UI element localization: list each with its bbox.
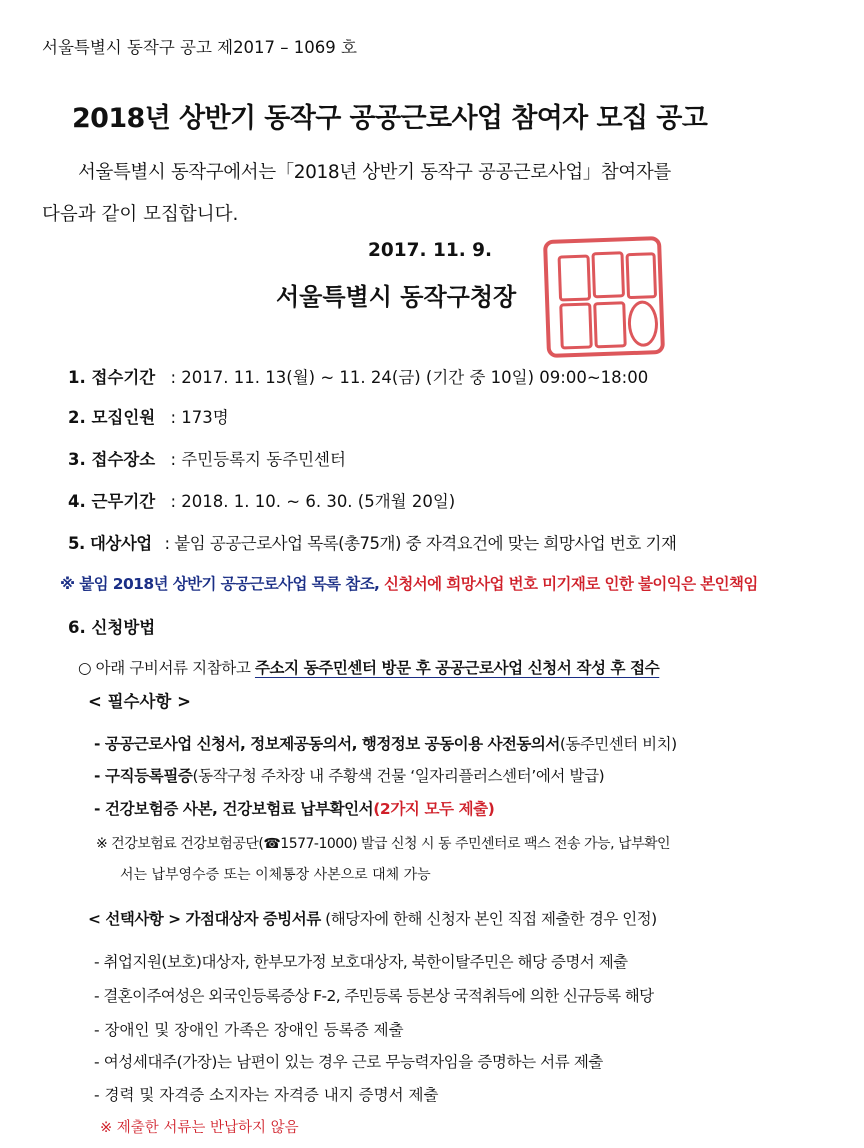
intro-line-1: 서울특별시 동작구에서는「2018년 상반기 동작구 공공근로사업」참여자를 (78, 162, 671, 183)
intro-line-2: 다음과 같이 모집합니다. (42, 204, 239, 225)
item-label: 4. 근무기간 (68, 492, 156, 511)
application-lead (78, 656, 659, 678)
notice-reference: ※ 붙임 2018년 상반기 공공근로사업 목록 참조, (60, 575, 380, 593)
optional-note: (해당자에 한해 신청자 본인 직접 제출한 경우 인정) (325, 910, 657, 928)
required-item-3 (94, 797, 494, 819)
item-label: 3. 접수장소 (68, 450, 156, 469)
notice-warning: 신청서에 희망사업 번호 미기재로 인한 불이익은 본인책임 (384, 575, 758, 593)
required-item-1 (94, 732, 677, 754)
page-title: 2018년 상반기 동작구 공공근로사업 참여자 모집 공고 (72, 103, 708, 134)
item-reception-place (68, 446, 346, 470)
final-note: ※ 제출한 서류는 반납하지 않음 (100, 1120, 299, 1136)
optional-item: - 장애인 및 장애인 가족은 장애인 등록증 제출 (94, 1021, 404, 1039)
official-seal (543, 236, 665, 358)
required-heading: < 필수사항 > (88, 692, 191, 711)
required-note-line-2: 서는 납부영수증 또는 이체통장 사본으로 대체 가능 (120, 867, 431, 883)
document-number: 서울특별시 동작구 공고 제2017 – 1069 호 (42, 38, 357, 57)
item-label: 1. 접수기간 (68, 368, 156, 387)
item-reception-period (68, 364, 648, 388)
item-label: 2. 모집인원 (68, 408, 156, 427)
item-value: : 주민등록지 동주민센터 (170, 450, 346, 469)
item-value: : 173명 (170, 408, 229, 427)
optional-item: - 경력 및 자격증 소지자는 자격증 내지 증명서 제출 (94, 1086, 439, 1104)
announcement-date: 2017. 11. 9. (368, 240, 493, 261)
optional-heading-line (88, 907, 657, 929)
item-value: : 붙임 공공근로사업 목록(총75개) 중 자격요건에 맞는 희망사업 번호 기재 (164, 534, 677, 553)
optional-item: - 여성세대주(가장)는 남편이 있는 경우 근로 무능력자임을 증명하는 서류 제출 (94, 1053, 603, 1071)
req-item-note: (동주민센터 비치) (559, 735, 677, 753)
item-target-project (68, 530, 676, 554)
req-item-bold: - 건강보험증 사본, 건강보험료 납부확인서 (94, 800, 374, 818)
item-value: : 2018. 1. 10. ~ 6. 30. (5개월 20일) (170, 492, 456, 511)
item-recruit-count (68, 404, 229, 428)
required-note-line-1: ※ 건강보험료 건강보험공단(☎1577-1000) 발급 신청 시 동 주민센터로 팩스 전송 가능, 납부확인 (96, 836, 671, 852)
required-item-2 (94, 764, 604, 786)
item-label: 5. 대상사업 (68, 534, 152, 553)
req-item-bold: - 구직등록필증 (94, 767, 193, 785)
req-item-bold: - 공공근로사업 신청서, 정보제공동의서, 행정정보 공동이용 사전동의서 (94, 735, 560, 753)
issuer-name: 서울특별시 동작구청장 (276, 283, 517, 311)
optional-item: - 취업지원(보호)대상자, 한부모가정 보호대상자, 북한이탈주민은 해당 증명서 제출 (94, 953, 628, 971)
item-work-period (68, 488, 455, 512)
optional-heading: < 선택사항 > 가점대상자 증빙서류 (88, 910, 321, 928)
lead-text: ○ 아래 구비서류 지참하고 (78, 659, 251, 677)
lead-visit-instruction: 주소지 동주민센터 방문 후 공공근로사업 신청서 작성 후 접수 (254, 659, 660, 677)
notice-line (60, 572, 758, 594)
req-item-highlight: (2가지 모두 제출) (373, 800, 495, 818)
item-value: : 2017. 11. 13(월) ~ 11. 24(금) (기간 중 10일) 09:00~18:00 (170, 368, 649, 387)
req-item-note: (동작구청 주차장 내 주황색 건물 ‘일자리플러스센터’에서 발급) (192, 767, 605, 785)
section-6-heading: 6. 신청방법 (68, 618, 156, 637)
optional-item: - 결혼이주여성은 외국인등록증상 F-2, 주민등록 등본상 국적취득에 의한 신규등록 해당 (94, 987, 654, 1005)
